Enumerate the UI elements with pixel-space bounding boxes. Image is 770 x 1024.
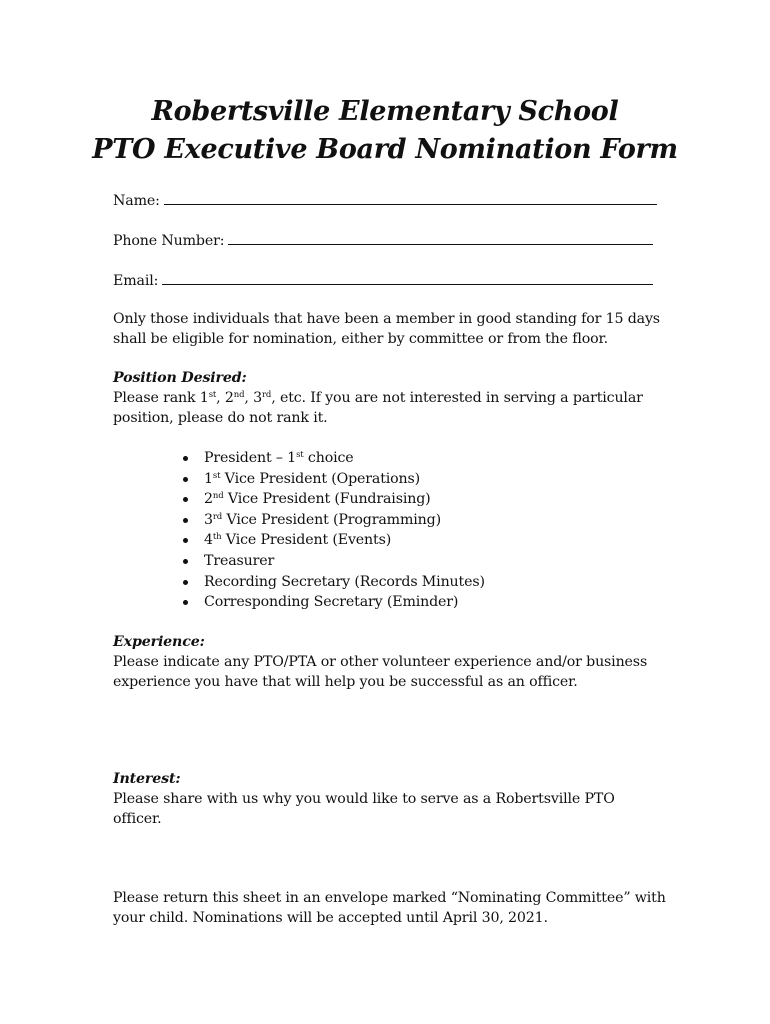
form-title-school: Robertsville Elementary School [151, 96, 619, 127]
bullet-icon [183, 456, 188, 461]
email-blank-line[interactable] [162, 270, 653, 285]
interest-line-2: officer. [113, 811, 162, 827]
position-item-2nd-vp: 2nd Vice President (Fundraising) [182, 489, 485, 510]
eligibility-line-2: shall be eligible for nomination, either by committee or from the floor. [113, 331, 608, 347]
position-heading: Position Desired: [113, 370, 247, 386]
phone-field-row [113, 230, 653, 251]
position-instructions-line-1: Please rank 1st, 2nd, 3rd, etc. If you are not interested in serving a particular [113, 390, 643, 406]
position-item-1st-vp: 1st Vice President (Operations) [182, 469, 485, 490]
phone-blank-line[interactable] [228, 230, 653, 245]
email-label: Email: [113, 273, 159, 289]
bullet-icon [183, 477, 188, 482]
name-blank-line[interactable] [164, 190, 657, 205]
name-field-row [113, 190, 657, 211]
position-section [113, 368, 673, 428]
bullet-icon [183, 600, 188, 605]
return-line-1: Please return this sheet in an envelope marked “Nominating Committee” with [113, 890, 666, 906]
return-line-2: your child. Nominations will be accepted until April 30, 2021. [113, 910, 548, 926]
interest-heading: Interest: [113, 771, 181, 787]
experience-line-2: experience you have that will help you be successful as an officer. [113, 674, 578, 690]
bullet-icon [183, 497, 188, 502]
bullet-icon [183, 538, 188, 543]
experience-line-1: Please indicate any PTO/PTA or other volunteer experience and/or business [113, 654, 648, 670]
return-instructions [113, 888, 673, 928]
position-item-recording-secretary: Recording Secretary (Records Minutes) [182, 572, 485, 593]
phone-label: Phone Number: [113, 233, 225, 249]
experience-section [113, 632, 673, 692]
eligibility-line-1: Only those individuals that have been a member in good standing for 15 days [113, 311, 660, 327]
form-title-form-name: PTO Executive Board Nomination Form [92, 134, 678, 165]
bullet-icon [183, 580, 188, 585]
email-field-row [113, 270, 653, 291]
bullet-icon [183, 559, 188, 564]
position-item-3rd-vp: 3rd Vice President (Programming) [182, 510, 485, 531]
position-list [182, 448, 485, 613]
position-instructions-line-2: position, please do not rank it. [113, 410, 328, 426]
position-item-president: President – 1st choice [182, 448, 485, 469]
bullet-icon [183, 518, 188, 523]
name-label: Name: [113, 193, 160, 209]
interest-line-1: Please share with us why you would like to serve as a Robertsville PTO [113, 791, 615, 807]
position-item-treasurer: Treasurer [182, 551, 485, 572]
position-item-corresponding-secretary: Corresponding Secretary (Eminder) [182, 592, 485, 613]
interest-section [113, 769, 673, 829]
eligibility-paragraph [113, 309, 673, 349]
experience-heading: Experience: [113, 634, 205, 650]
position-item-4th-vp: 4th Vice President (Events) [182, 530, 485, 551]
